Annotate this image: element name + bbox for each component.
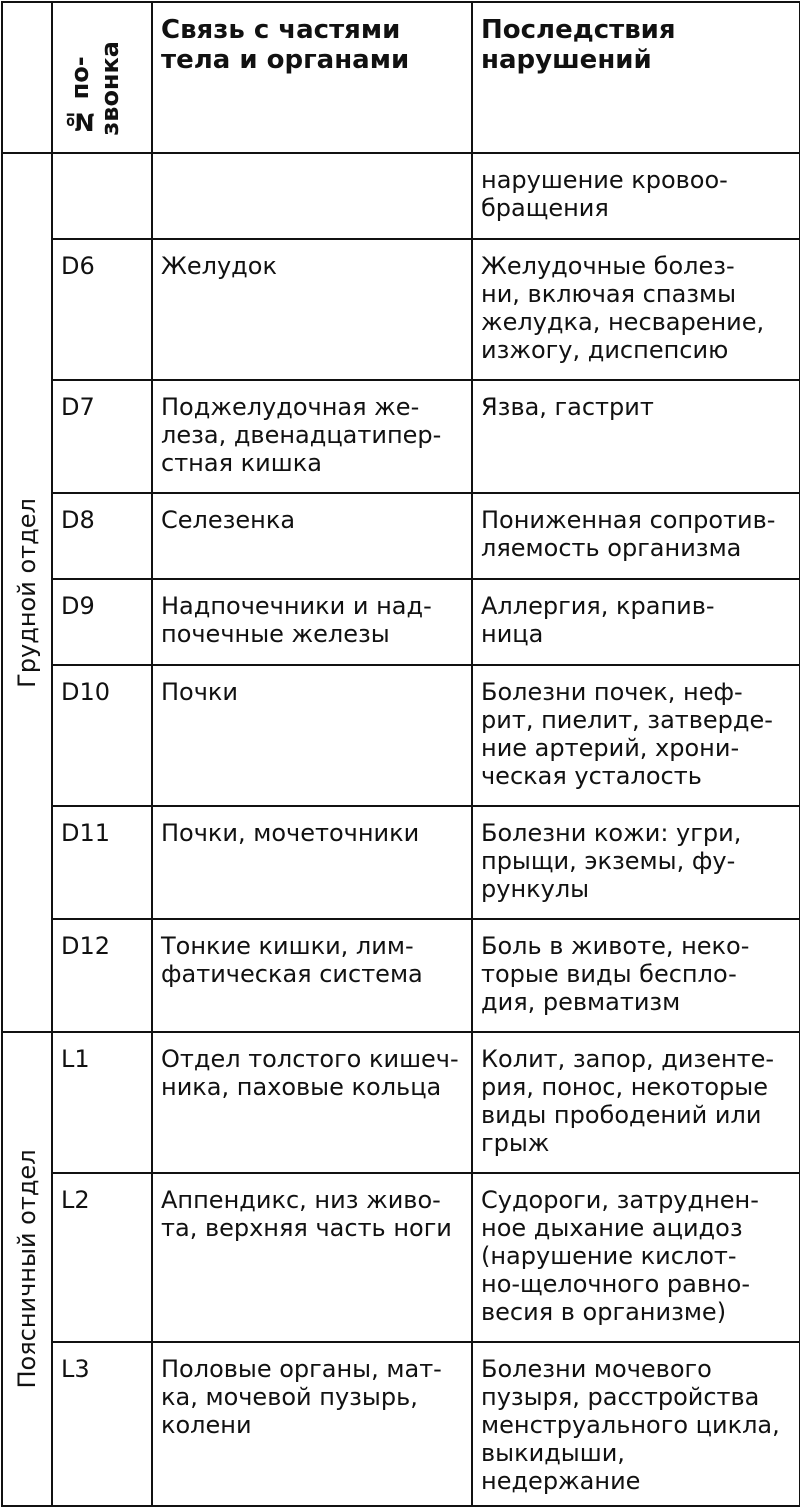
effects-cell: Болезни мочевого пузыря, расстройства менструального цикла, выкидыши, недержание — [472, 1342, 800, 1506]
vertebra-number: D11 — [52, 806, 152, 919]
organs-cell: Желудок — [152, 239, 472, 380]
vertebra-number: L3 — [52, 1342, 152, 1506]
header-vertebra-number-label: № по- звонка — [66, 41, 124, 136]
vertebra-number: L1 — [52, 1032, 152, 1173]
organs-cell: Почки — [152, 665, 472, 806]
effects-cell: Колит, запор, дизенте- рия, понос, некоторые виды прободений или грыж — [472, 1032, 800, 1173]
table-row — [2, 579, 800, 665]
effects-cell: Желудочные болез- ни, включая спазмы желудка, несварение, изжогу, диспепсию — [472, 239, 800, 380]
section-lumbar — [2, 1032, 52, 1506]
table-row — [2, 1032, 800, 1173]
vertebra-number: L2 — [52, 1173, 152, 1342]
effects-cell: нарушение кровоо- бращения — [472, 153, 800, 239]
organs-cell: Тонкие кишки, лим- фатическая система — [152, 919, 472, 1032]
table-row — [2, 665, 800, 806]
organs-cell: Поджелудочная же- леза, двенадцатипер- стная кишка — [152, 380, 472, 493]
table-row — [2, 1342, 800, 1506]
section-thoracic — [2, 153, 52, 1032]
vertebra-number: D12 — [52, 919, 152, 1032]
organs-cell: Отдел толстого кишеч- ника, паховые кольца — [152, 1032, 472, 1173]
organs-cell: Половые органы, мат- ка, мочевой пузырь, колени — [152, 1342, 472, 1506]
table-row — [2, 806, 800, 919]
organs-cell: Надпочечники и над- почечные железы — [152, 579, 472, 665]
vertebra-number: D7 — [52, 380, 152, 493]
table-row — [2, 153, 800, 239]
vertebra-number: D9 — [52, 579, 152, 665]
header-effects: Последствия нарушений — [472, 2, 800, 153]
table-row — [2, 1173, 800, 1342]
header-vertebra-number — [52, 2, 152, 153]
effects-cell: Болезни кожи: угри, прыщи, экземы, фу- рункулы — [472, 806, 800, 919]
organs-cell: Почки, мочеточники — [152, 806, 472, 919]
vertebra-number: D10 — [52, 665, 152, 806]
effects-cell: Судороги, затруднен- ное дыхание ацидоз (нарушение кислот- но-щелочного равно- весия в организме) — [472, 1173, 800, 1342]
table-row — [2, 919, 800, 1032]
spine-organs-table — [1, 1, 800, 1507]
header-organs: Связь с частями тела и органами — [152, 2, 472, 153]
organs-cell — [152, 153, 472, 239]
section-thoracic-label: Грудной отдел — [13, 497, 41, 688]
effects-cell: Пониженная сопротив- ляемость организма — [472, 493, 800, 579]
effects-cell: Аллергия, крапив- ница — [472, 579, 800, 665]
table-row — [2, 239, 800, 380]
vertebra-number: D6 — [52, 239, 152, 380]
effects-cell: Болезни почек, неф- рит, пиелит, затверде- ние артерий, хрони- ческая усталость — [472, 665, 800, 806]
table-header-row — [2, 2, 800, 153]
vertebra-number: D8 — [52, 493, 152, 579]
header-section-cell — [2, 2, 52, 153]
table-row — [2, 380, 800, 493]
organs-cell: Аппендикс, низ живо- та, верхняя часть ноги — [152, 1173, 472, 1342]
effects-cell: Боль в животе, неко- торые виды бесплo- дия, ревматизм — [472, 919, 800, 1032]
effects-cell: Язва, гастрит — [472, 380, 800, 493]
vertebra-number — [52, 153, 152, 239]
table-row — [2, 493, 800, 579]
organs-cell: Селезенка — [152, 493, 472, 579]
section-lumbar-label: Поясничный отдел — [13, 1149, 41, 1389]
